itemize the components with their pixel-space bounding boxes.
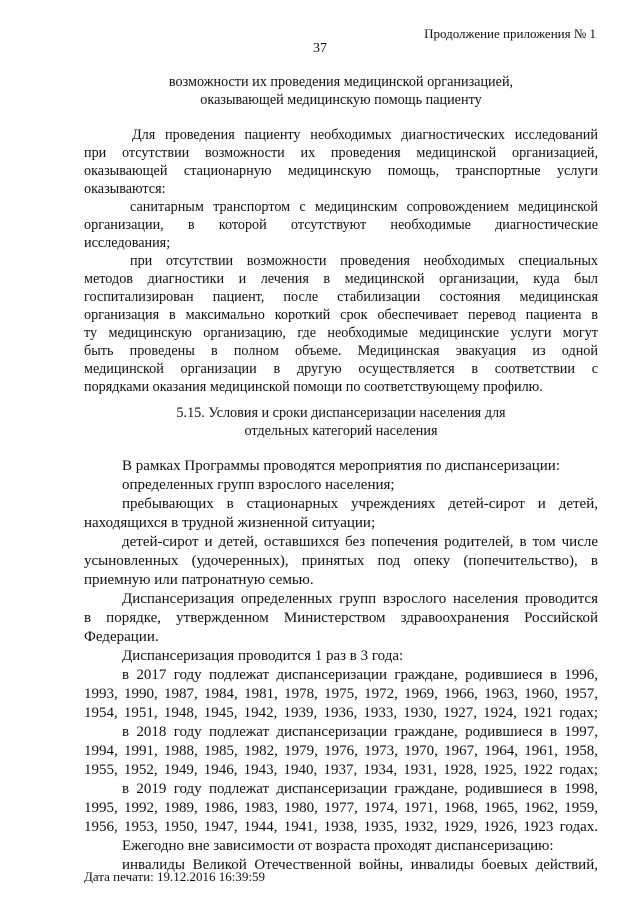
- paragraph-line: ту медицинскую организацию, где необходимые медицинские услуги могут: [84, 325, 598, 341]
- paragraph-line: Диспансеризация проводится 1 раз в 3 года:: [122, 648, 404, 664]
- paragraph-line: определенных групп взрослого населения;: [122, 477, 395, 493]
- paragraph-line: усыновленных (удочеренных), принятых под опеку (попечительство), в: [84, 553, 598, 569]
- section-515-title-line: 5.15. Условия и сроки диспансеризации населения для: [176, 405, 506, 421]
- paragraph-line: оказываются:: [84, 181, 166, 197]
- section-heading-line: возможности их проведения медицинской организацией,: [168, 74, 514, 90]
- paragraph-line: организации, в которой отсутствуют необходимые диагностические: [84, 217, 598, 233]
- paragraph-line: при отсутствии возможности проведения необходимых специальных: [130, 253, 598, 269]
- section-515-title-line: отдельных категорий населения: [244, 423, 438, 439]
- paragraph-line: организация в максимально короткий срок обеспечивает перевод пациента в: [84, 307, 598, 323]
- paragraph-line: детей-сирот и детей, оставшихся без попечения родителей, в том числе: [122, 534, 598, 550]
- paragraph-line: 1993, 1990, 1987, 1984, 1981, 1978, 1975, 1972, 1969, 1966, 1963, 1960, 1957,: [84, 686, 598, 702]
- paragraph-line: пребывающих в стационарных учреждениях детей-сирот и детей,: [122, 496, 598, 512]
- paragraph-line: госпитализирован пациент, после стабилизации состояния медицинская: [84, 289, 598, 305]
- paragraph-line: в порядке, утвержденном Министерством здравоохранения Российской: [84, 610, 598, 626]
- paragraph-line: в 2017 году подлежат диспансеризации граждане, родившиеся в 1996,: [122, 667, 598, 683]
- paragraph-line: в 2018 году подлежат диспансеризации граждане, родившиеся в 1997,: [122, 724, 598, 740]
- section-heading-line: оказывающей медицинскую помощь пациенту: [200, 92, 482, 108]
- paragraph-line: санитарным транспортом с медицинским сопровождением медицинской: [130, 199, 598, 215]
- paragraph-line: медицинской организации в другую осуществляется в соответствии с: [84, 361, 598, 377]
- paragraph-line: Федерации.: [84, 629, 159, 645]
- paragraph-line: быть проведены в полном объеме. Медицинская эвакуация из одной: [84, 343, 598, 359]
- paragraph-line: исследования;: [84, 235, 171, 251]
- paragraph-line: в 2019 году подлежат диспансеризации граждане, родившиеся в 1998,: [122, 781, 598, 797]
- paragraph-line: Диспансеризация определенных групп взрослого населения проводится: [122, 591, 598, 607]
- paragraph-line: находящихся в трудной жизненной ситуации;: [84, 515, 376, 531]
- paragraph-line: 1995, 1992, 1989, 1986, 1983, 1980, 1977, 1974, 1971, 1968, 1965, 1962, 1959,: [84, 800, 598, 816]
- paragraph-line: методов диагностики и лечения в медицинской организации, куда был: [84, 271, 598, 287]
- paragraph-line: 1956, 1953, 1950, 1947, 1944, 1941, 1938, 1935, 1932, 1929, 1926, 1923 годах.: [84, 819, 598, 835]
- paragraph-line: 1954, 1951, 1948, 1945, 1942, 1939, 1936, 1933, 1930, 1927, 1924, 1921 годах;: [84, 705, 598, 721]
- paragraph-line: оказывающей стационарную медицинскую помощь, транспортные услуги: [84, 163, 598, 179]
- paragraph-line: В рамках Программы проводятся мероприятия по диспансеризации:: [122, 458, 560, 474]
- page-number: 37: [313, 41, 327, 56]
- paragraph-line: инвалиды Великой Отечественной войны, инвалиды боевых действий,: [122, 857, 598, 873]
- paragraph-line: 1955, 1952, 1949, 1946, 1943, 1940, 1937, 1934, 1931, 1928, 1925, 1922 годах;: [84, 762, 598, 778]
- appendix-header: Продолжение приложения № 1: [424, 26, 596, 41]
- print-date: Дата печати: 19.12.2016 16:39:59: [84, 869, 266, 884]
- paragraph-line: Для проведения пациенту необходимых диагностических исследований: [132, 127, 598, 143]
- paragraph-line: приемную или патронатную семью.: [84, 572, 314, 588]
- paragraph-line: при отсутствии возможности их проведения медицинской организацией,: [84, 145, 598, 161]
- paragraph-line: порядками оказания медицинской помощи по соответствующему профилю.: [84, 379, 543, 395]
- paragraph-line: 1994, 1991, 1988, 1985, 1982, 1979, 1976, 1973, 1970, 1967, 1964, 1961, 1958,: [84, 743, 598, 759]
- paragraph-line: Ежегодно вне зависимости от возраста проходят диспансеризацию:: [122, 838, 554, 854]
